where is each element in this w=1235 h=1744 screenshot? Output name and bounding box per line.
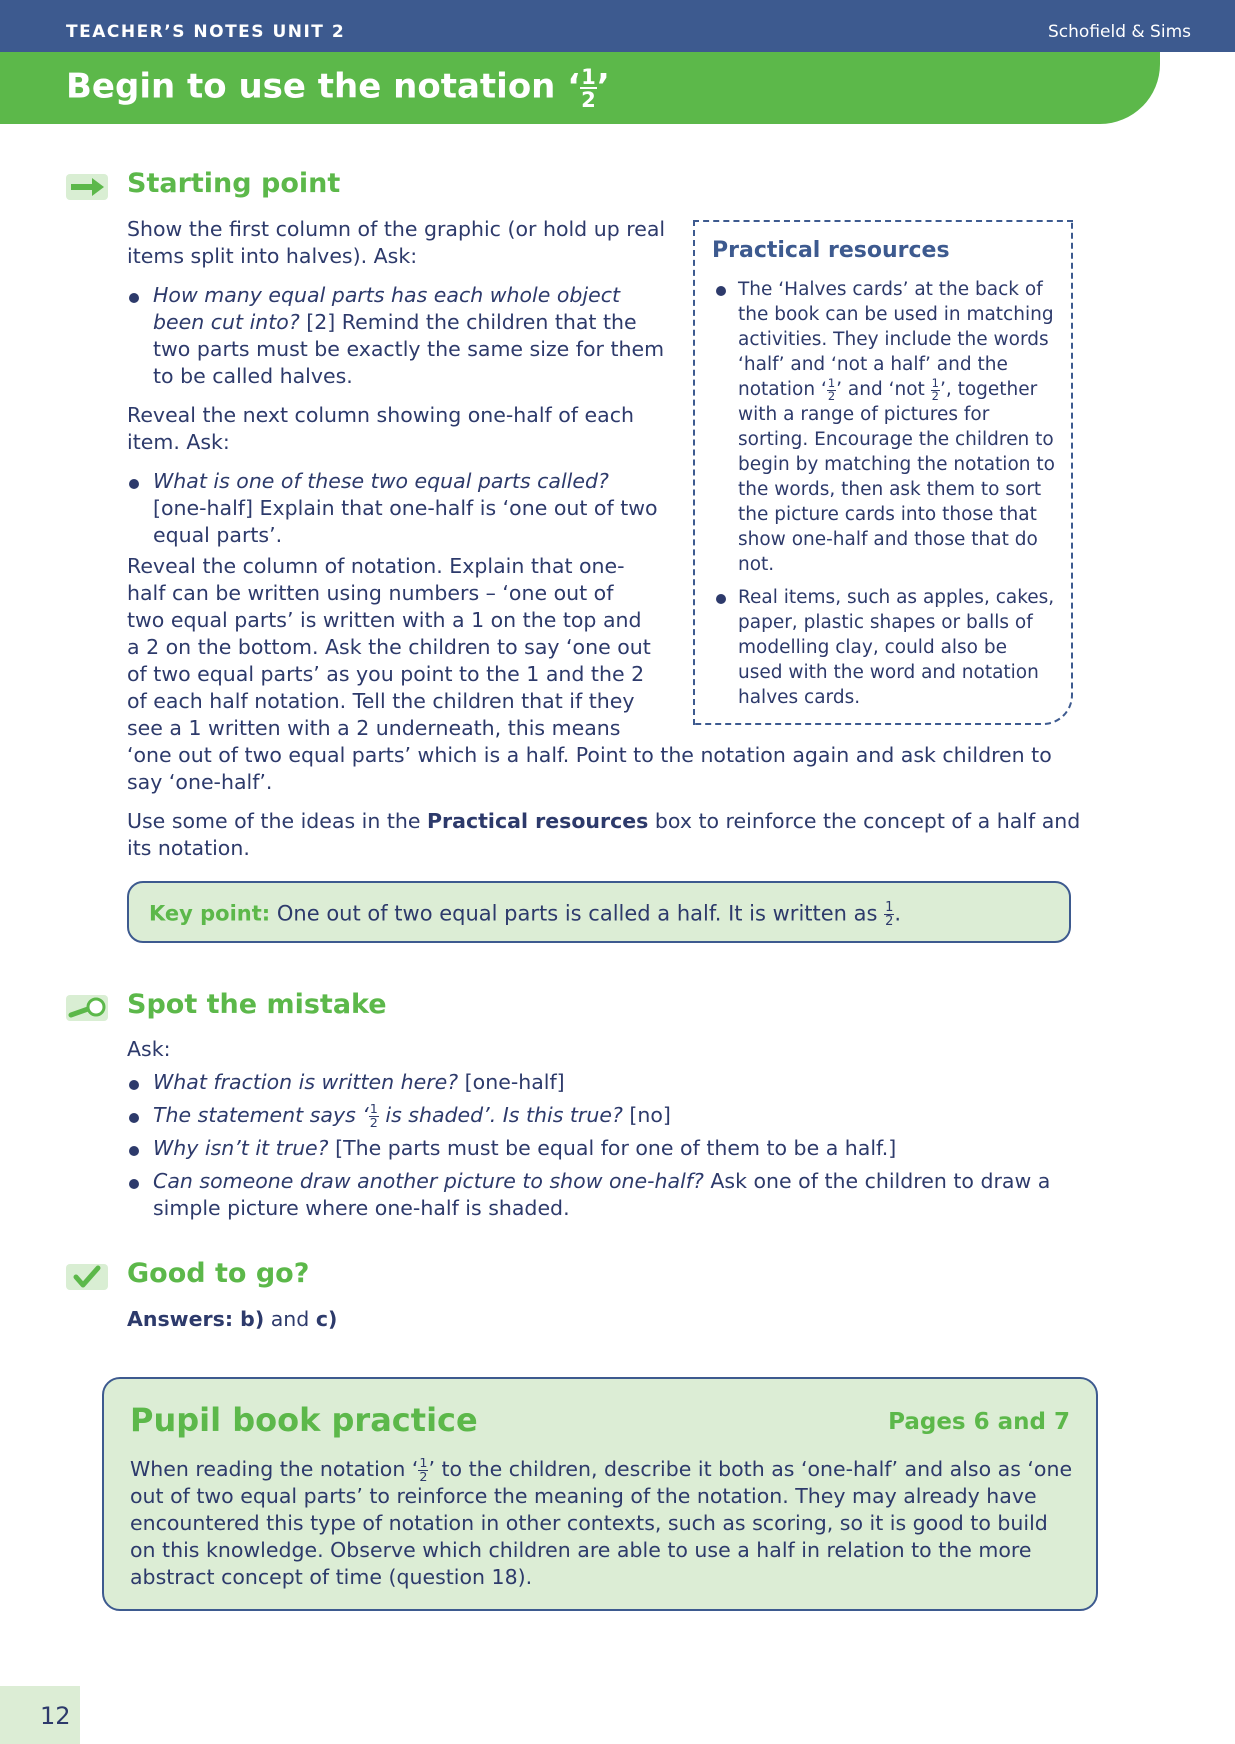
notation-paragraph: Reveal the column of notation. Explain that one- half can be written using numbers – ‘one out of two equal parts’ is written with a 1 on the top and a 2 on the bottom. Ask the children to say ‘one out of two equal parts’ as you point to the 1 and the 2 of each half notation. Tell the children that if they see a 1 written with a 2 underneath, this means ‘one out of two equal parts’ which is a half. Point to the notation again and ask children to say ‘one-half’. Use some of the ideas in the Practical resources box to reinforce the concept of a half and its notation. [127,554,1081,860]
pupil-book-practice-title: Pupil book practice [130,1401,478,1439]
page-title: Begin to use the notation ‘ $\frac{1}{2}$ ’ [66,64,610,113]
list-item: The ‘Halves cards’ at the back of the book can be used in matching activities. They include the words ‘half’ and ‘not a half’ and the notation ‘ $\frac{1}{2}$ ’ and ‘not $\frac{1}{2}$ ’, together with a range of pictures for sorting. Encourage the children to begin by matching the notation to the words, then ask them to sort the picture cards into those that show one-half and those that do not. [712,277,1057,577]
unit-label: TEACHER’S NOTES UNIT 2 [66,22,346,42]
page-number: 12 [40,1702,71,1730]
pupil-book-practice-text: When reading the notation ‘ $\frac{1}{2}$ ’ to the children, describe it both as ‘one-half’ and also as ‘one out of two equal parts’ to reinforce the meaning of the notation. They may already have encountered this type of notation in other contexts, such as scoring, so it is good to build on this knowledge. Observe which children are able to use a half in relation to the more abstract concept of time (question 18). [130,1454,1073,1590]
arrow-right-icon [66,174,108,200]
list-item: How many equal parts has each whole object been cut into? [2] Remind the children that the two parts must be exactly the same size for them to be called halves. [127,282,667,390]
starting-point-body: Show the first column of the graphic (or hold up real items split into halves). Ask: How many equal parts has each whole object been cut into? [2] Remind the children that the two parts must be exactly the same size for them to be called halves. Reveal the next column showing one-half of each item. Ask: What is one of these two equal parts called? [one-half] Explain that one-half is ‘one out of two equal parts’. [127,217,666,547]
starting-point-heading: Starting point [127,168,341,199]
good-to-go-heading: Good to go? [127,1258,310,1289]
practical-resources-heading: Practical resources [712,238,950,263]
list-item: What is one of these two equal parts called? [one-half] Explain that one-half is ‘one out of two equal parts’. [127,468,667,549]
title-banner [0,52,1160,124]
pupil-book-practice-box [102,1377,1098,1611]
pages-reference: Pages 6 and 7 [888,1409,1070,1435]
spot-the-mistake-body: Ask: What fraction is written here? [one-half] The statement says ‘ $\frac{1}{2}$ is shaded’. Is this true? [no] Why isn’t it true? [The parts must be equal for one of them to be a half.] Can someone draw another picture to show one-half? Ask one of the children to draw a simple picture where one-half is shaded. [127,1036,1087,1234]
list-item: Real items, such as apples, cakes, paper, plastic shapes or balls of modelling clay, could also be used with the word and notation halves cards. [712,585,1057,710]
list-item: The statement says ‘ $\frac{1}{2}$ is shaded’. Is this true? [no] [127,1102,1087,1129]
list-item: What fraction is written here? [one-half] [127,1069,1087,1096]
checkmark-icon [66,1264,108,1290]
practical-resources-box [693,220,1073,725]
answers-line: Answers: b) and c) [127,1307,338,1331]
spot-the-mistake-heading: Spot the mistake [127,989,387,1020]
list-item: Why isn’t it true? [The parts must be equal for one of them to be a half.] [127,1135,1087,1162]
list-item: Can someone draw another picture to show one-half? Ask one of the children to draw a simple picture where one-half is shaded. [127,1168,1087,1222]
title-fraction: $\frac{1}{2}$ [581,64,596,113]
key-point-label: Key point: [149,901,271,926]
page-number-box [0,1686,80,1744]
publisher-name: Schofield & Sims [1048,22,1191,42]
key-point-box: Key point: One out of two equal parts is called a half. It is written as $\frac{1}{2}$ . [127,881,1071,943]
top-banner [0,0,1235,52]
magnifier-icon [66,995,108,1021]
